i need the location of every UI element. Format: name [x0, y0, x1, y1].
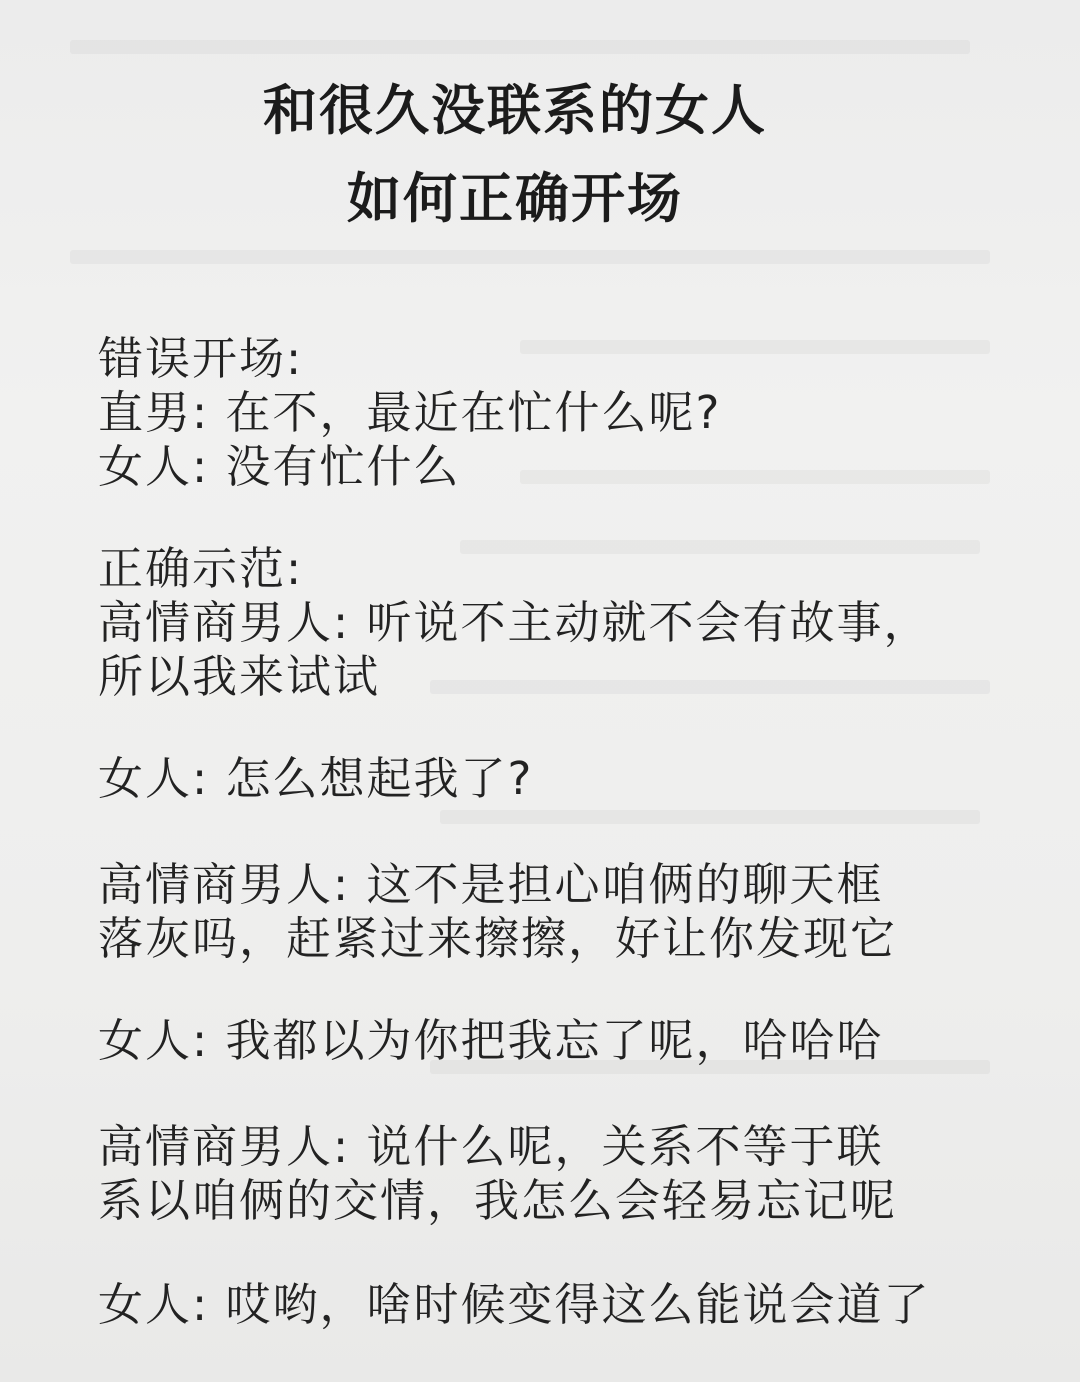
- dialogue-line: 落灰吗，赶紧过来擦擦，好让你发现它: [98, 912, 898, 965]
- show-through-text: [430, 680, 990, 694]
- page-title-line-2: 如何正确开场: [347, 167, 683, 230]
- dialogue-line: 女人: 怎么想起我了?: [98, 752, 534, 805]
- show-through-text: [460, 540, 980, 554]
- page-title-line-1: 和很久没联系的女人: [263, 79, 767, 142]
- show-through-text: [70, 40, 970, 54]
- dialogue-line: 所以我来试试: [98, 650, 381, 703]
- correct-example-heading: 正确示范:: [98, 542, 304, 595]
- wrong-opening-heading: 错误开场:: [98, 332, 304, 385]
- dialogue-line: 系以咱俩的交情，我怎么会轻易忘记呢: [98, 1174, 898, 1227]
- show-through-text: [520, 340, 990, 354]
- wrong-dialogue-line: 女人: 没有忙什么: [98, 440, 461, 493]
- dialogue-line: 女人: 我都以为你把我忘了呢，哈哈哈: [98, 1014, 884, 1067]
- show-through-text: [70, 250, 990, 264]
- dialogue-line: 高情商男人: 听说不主动就不会有故事，: [98, 596, 931, 649]
- wrong-dialogue-line: 直男: 在不，最近在忙什么呢?: [98, 386, 722, 439]
- dialogue-line: 高情商男人: 这不是担心咱俩的聊天框: [98, 858, 884, 911]
- show-through-text: [440, 810, 980, 824]
- dialogue-line: 高情商男人: 说什么呢，关系不等于联: [98, 1120, 884, 1173]
- dialogue-line: 女人: 哎哟，啥时候变得这么能说会道了: [98, 1278, 931, 1331]
- show-through-text: [520, 470, 990, 484]
